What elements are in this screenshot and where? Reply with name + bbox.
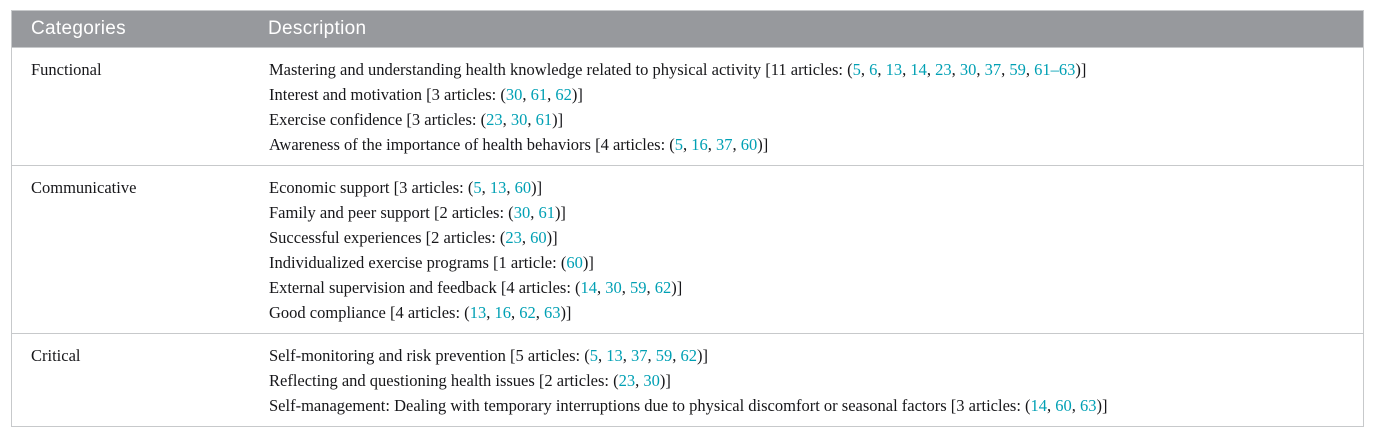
citation-link[interactable]: 14 <box>1030 396 1048 415</box>
citation-link[interactable]: 59 <box>630 278 647 297</box>
header-description: Description <box>268 11 1364 48</box>
citation-link[interactable]: 60 <box>530 228 547 247</box>
citation-link[interactable]: 13 <box>885 60 903 79</box>
citation-link[interactable]: 61–63 <box>1034 60 1076 79</box>
table-body <box>12 48 1364 427</box>
citation-link[interactable]: 16 <box>494 303 511 322</box>
table-row <box>12 166 1364 334</box>
citation-link[interactable]: 23 <box>505 228 522 247</box>
citation-link[interactable]: 13 <box>606 346 623 365</box>
citation-link[interactable]: 5 <box>589 346 599 365</box>
description-line: Family and peer support [2 articles: (30, 61)] <box>269 203 566 222</box>
category-cell: Functional <box>31 60 102 79</box>
description-cell <box>268 334 1364 427</box>
description-line: Interest and motivation [3 articles: (30, 61, 62)] <box>269 85 583 104</box>
description-cell <box>268 166 1364 334</box>
citation-link[interactable]: 30 <box>605 278 622 297</box>
citation-link[interactable]: 60 <box>514 178 532 197</box>
description-line: Reflecting and questioning health issues [2 articles: (23, 30)] <box>269 371 671 390</box>
citation-link[interactable]: 14 <box>580 278 598 297</box>
citation-link[interactable]: 61 <box>535 110 553 129</box>
citation-link[interactable]: 14 <box>910 60 927 79</box>
category-cell: Communicative <box>31 178 137 197</box>
header-row <box>12 11 1364 48</box>
citation-link[interactable]: 30 <box>959 60 977 79</box>
table-row <box>12 334 1364 427</box>
citation-link[interactable]: 37 <box>984 60 1002 79</box>
description-line: Mastering and understanding health knowledge related to physical activity [11 articles: (5, 6, 13, 14, 23, 30, 37, 59, 61–63)] <box>269 60 1087 79</box>
citation-link[interactable]: 13 <box>489 178 507 197</box>
citation-link[interactable]: 62 <box>519 303 536 322</box>
description-line: Individualized exercise programs [1 article: (60)] <box>269 253 594 272</box>
citation-link[interactable]: 37 <box>716 135 733 154</box>
citation-link[interactable]: 30 <box>513 203 531 222</box>
description-line: Exercise confidence [3 articles: (23, 30, 61)] <box>269 110 564 129</box>
citation-link[interactable]: 60 <box>566 253 583 272</box>
categories-description-table <box>11 10 1364 427</box>
citation-link[interactable]: 16 <box>691 135 708 154</box>
citation-link[interactable]: 61 <box>530 85 548 104</box>
header-categories: Categories <box>12 11 269 48</box>
table-row <box>12 48 1364 166</box>
citation-link[interactable]: 23 <box>486 110 503 129</box>
table-header <box>12 11 1364 48</box>
citation-link[interactable]: 23 <box>935 60 952 79</box>
description-line: Self-management: Dealing with temporary interruptions due to physical discomfort or seasonal factors [3 articles: (14, 60, 63)] <box>269 396 1108 415</box>
citation-link[interactable]: 63 <box>543 303 561 322</box>
citation-link[interactable]: 23 <box>618 371 636 390</box>
description-line: Good compliance [4 articles: (13, 16, 62, 63)] <box>269 303 572 322</box>
citation-link[interactable]: 5 <box>473 178 482 197</box>
citation-link[interactable]: 59 <box>655 346 673 365</box>
citation-link[interactable]: 60 <box>1055 396 1072 415</box>
citation-link[interactable]: 30 <box>643 371 660 390</box>
citation-link[interactable]: 60 <box>740 135 758 154</box>
citation-link[interactable]: 62 <box>654 278 672 297</box>
description-line: Awareness of the importance of health behaviors [4 articles: (5, 16, 37, 60)] <box>269 135 769 154</box>
description-cell <box>268 48 1364 166</box>
citation-link[interactable]: 5 <box>674 135 684 154</box>
citation-link[interactable]: 5 <box>852 60 861 79</box>
citation-link[interactable]: 59 <box>1009 60 1026 79</box>
citation-link[interactable]: 62 <box>555 85 572 104</box>
citation-link[interactable]: 63 <box>1080 396 1097 415</box>
citation-link[interactable]: 30 <box>510 110 528 129</box>
citation-link[interactable]: 37 <box>631 346 648 365</box>
citation-link[interactable]: 30 <box>505 85 523 104</box>
citation-link[interactable]: 62 <box>680 346 698 365</box>
description-line: Economic support [3 articles: (5, 13, 60)] <box>269 178 543 197</box>
citation-link[interactable]: 6 <box>869 60 878 79</box>
description-line: Successful experiences [2 articles: (23, 60)] <box>269 228 558 247</box>
description-line: External supervision and feedback [4 articles: (14, 30, 59, 62)] <box>269 278 683 297</box>
citation-link[interactable]: 61 <box>538 203 555 222</box>
category-cell: Critical <box>31 346 81 365</box>
citation-link[interactable]: 13 <box>469 303 487 322</box>
description-line: Self-monitoring and risk prevention [5 articles: (5, 13, 37, 59, 62)] <box>269 346 709 365</box>
